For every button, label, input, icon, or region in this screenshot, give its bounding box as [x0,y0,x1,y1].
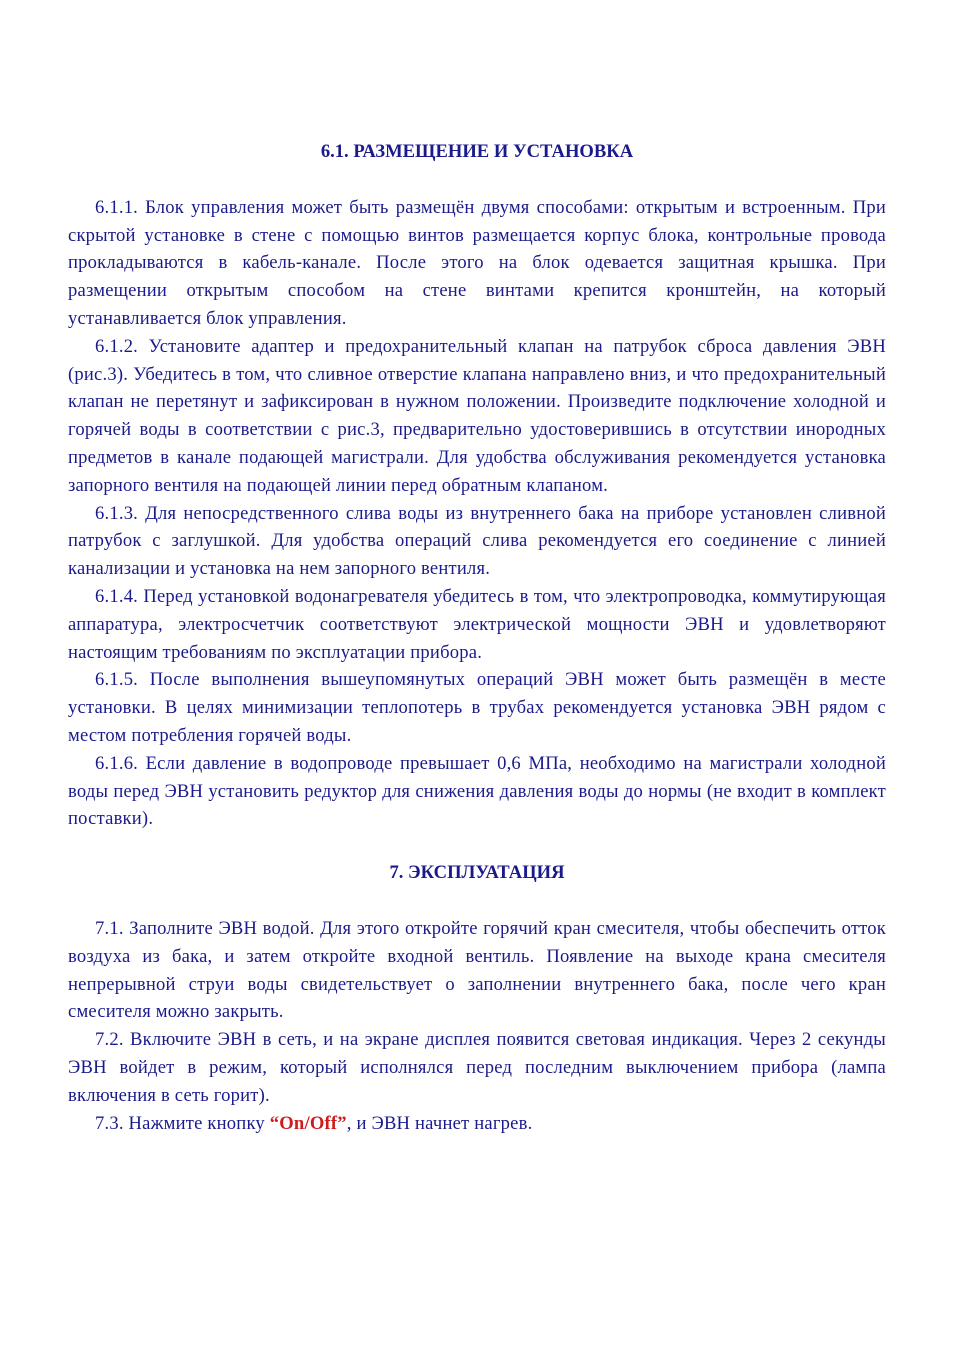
paragraph-6-1-3: 6.1.3. Для непосредственного слива воды из внутреннего бака на приборе установлен сливной патрубок с заглушкой. Для удобства операций слива рекомендуется его соединение с линией канализации и установка на нем запорного вентиля. [68,502,886,580]
document-page [68,138,886,1137]
paragraph-6-1-2: 6.1.2. Установите адаптер и предохранительный клапан на патрубок сброса давления ЭВН (рис.3). Убедитесь в том, что сливное отверстие клапана направлено вниз, и что предохранительный клапан не перетянут и зафиксирован в нужном положении. Произведите подключение холодной и горячей воды в соответствии с рис.3, предварительно удостоверившись в отсутствии инородных предметов в канале подающей магистрали. Для удобства обслуживания рекомендуется установка запорного вентиля на подающей линии перед обратным клапаном. [68,335,886,496]
paragraph-6-1-1: 6.1.1. Блок управления может быть размещён двумя способами: открытым и встроенным. При скрытой установке в стене с помощью винтов размещается корпус блока, контрольные провода прокладываются в кабель-канале. После этого на блок одевается защитная крышка. При размещении открытым способом на стене винтами крепится кронштейн, на который устанавливается блок управления. [68,196,886,329]
paragraph-7-3-prefix: 7.3. Нажмите кнопку [95,1112,270,1134]
paragraph-7-1: 7.1. Заполните ЭВН водой. Для этого откройте горячий кран смесителя, чтобы обеспечить отток воздуха из бака, и затем откройте входной вентиль. Появление на выходе крана смесителя непрерывной струи воды свидетельствует о заполнении внутреннего бака, после чего кран смесителя можно закрыть. [68,917,886,1023]
paragraph-7-3-suffix: , и ЭВН начнет нагрев. [346,1112,533,1134]
on-off-button-label: “On/Off” [269,1112,347,1134]
section-6-1-title: 6.1. РАЗМЕЩЕНИЕ И УСТАНОВКА [320,141,634,162]
section-7-title: 7. ЭКСПЛУАТАЦИЯ [389,862,565,884]
paragraph-7-3 [68,1110,886,1138]
paragraph-6-1-5: 6.1.5. После выполнения вышеупомянутых операций ЭВН может быть размещён в месте установки. В целях минимизации теплопотерь в трубах рекомендуется установка ЭВН рядом с местом потребления горячей воды. [68,669,886,746]
paragraph-6-1-6: 6.1.6. Если давление в водопроводе превышает 0,6 МПа, необходимо на магистрали холодной воды перед ЭВН установить редуктор для снижения давления воды до нормы (не входит в комплект поставки). [68,752,886,830]
paragraph-7-2: 7.2. Включите ЭВН в сеть, и на экране дисплея появится световая индикация. Через 2 секунды ЭВН войдет в режим, который исполнялся перед последним выключением прибора (лампа включения в сеть горит). [68,1029,886,1106]
paragraph-6-1-4: 6.1.4. Перед установкой водонагревателя убедитесь в том, что электропроводка, коммутирующая аппаратура, электросчетчик соответствуют электрической мощности ЭВН и удовлетворяют настоящим требованиям по эксплуатации прибора. [68,585,886,663]
